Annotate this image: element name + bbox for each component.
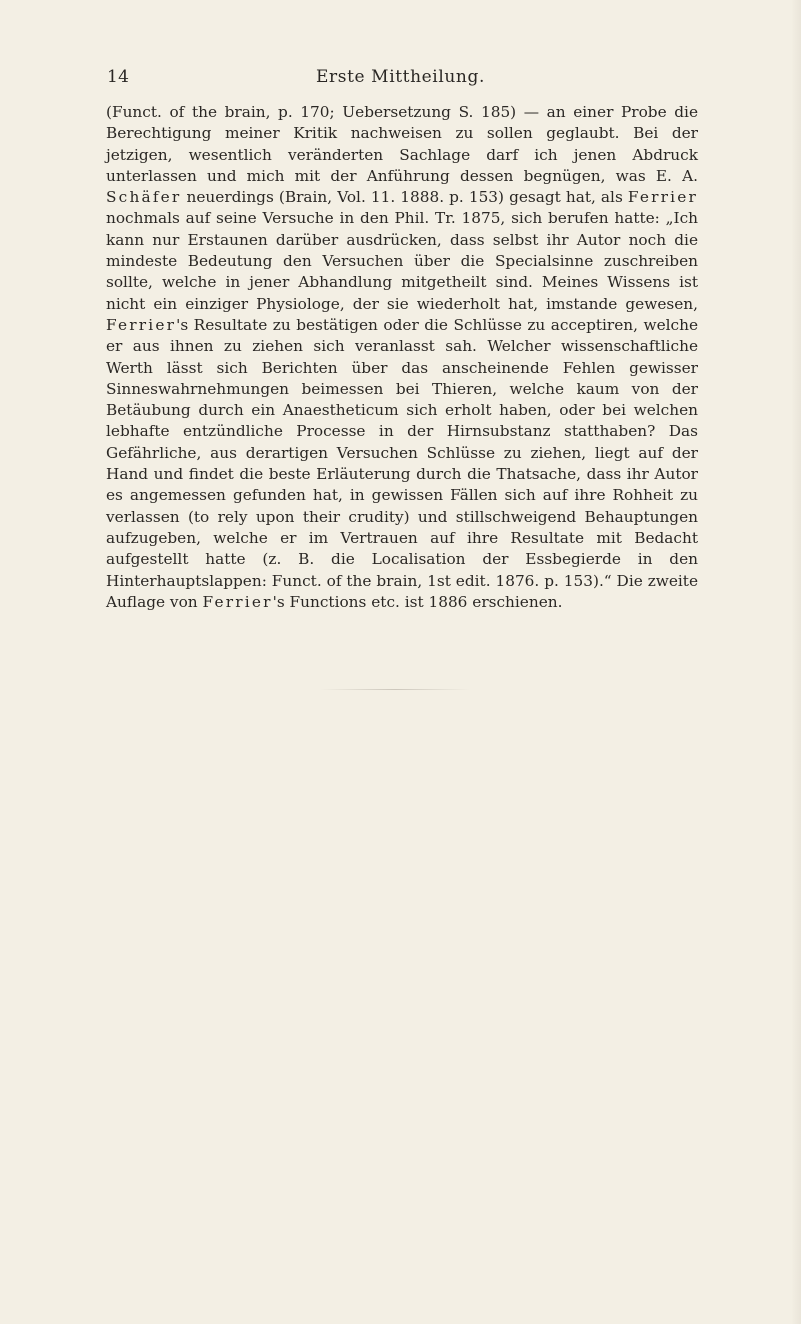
author-name-ferrier: Ferrier xyxy=(202,592,273,611)
text-segment: 's Functions etc. ist 1886 erschienen. xyxy=(272,592,563,611)
text-segment: (Funct. of the brain, p. 170; Uebersetzung S. 185) — an einer Probe die Berechtigung meiner Kritik nachweisen zu sollen geglaubt. Bei der jetzigen, wesentlich veränderten Sachlage darf ich jenen Abdruck unterlassen und mich mit der Anführung dessen begnügen, was E. A. xyxy=(106,103,698,185)
page-edge-shadow xyxy=(791,0,801,1324)
paper-smudge xyxy=(320,689,470,690)
author-name-ferrier: Ferrier xyxy=(106,315,177,334)
author-name-schaefer: Schäfer xyxy=(106,188,182,207)
running-head: Erste Mittheilung. xyxy=(316,67,485,87)
author-name-ferrier: Ferrier xyxy=(627,188,698,207)
text-segment: 's Resultate zu bestätigen oder die Schlüsse zu acceptiren, welche er aus ihnen zu ziehen sich veranlasst sah. Welcher wissenschaftliche Werth lässt sich Berichten über das anscheinende Fehlen gewisser Sinneswahrnehmungen beimessen bei Thieren, welche kaum von der Betäubung durch ein Anaestheticum sich erholt haben, oder bei welchen lebhafte entzündliche Processe in der Hirnsubstanz statthaben? Das Gefährliche, aus derartigen Versuchen Schlüsse zu ziehen, liegt auf der Hand und findet die beste Erläuterung durch die Thatsache, dass ihr Autor es angemessen gefunden hat, in gewissen Fällen sich auf ihre Rohheit zu verlassen (to rely upon their crudity) und stillschweigend Behauptungen aufzugeben, welche er im Vertrauen auf ihre Resultate mit Bedacht aufgestellt hatte (z. B. die Localisation der Essbegierde in den Hinterhauptslappen: Funct. of the brain, 1st edit. 1876. p. 153).“ Die zweite Auflage von xyxy=(106,315,698,611)
body-paragraph xyxy=(106,102,698,613)
page-number: 14 xyxy=(107,67,130,87)
text-segment: nochmals auf seine Versuche in den Phil. Tr. 1875, sich berufen hatte: „Ich kann nur Erstaunen darüber ausdrücken, dass selbst ihr Autor noch die mindeste Bedeutung den Versuchen über die Specialsinne zuschreiben sollte, welche in jener Abhandlung mitgetheilt sind. Meines Wissens ist nicht ein einziger Physiologe, der sie wiederholt hat, imstande gewesen, xyxy=(106,209,698,313)
text-segment: neuerdings (Brain, Vol. 11. 1888. p. 153) gesagt hat, als xyxy=(181,188,628,207)
